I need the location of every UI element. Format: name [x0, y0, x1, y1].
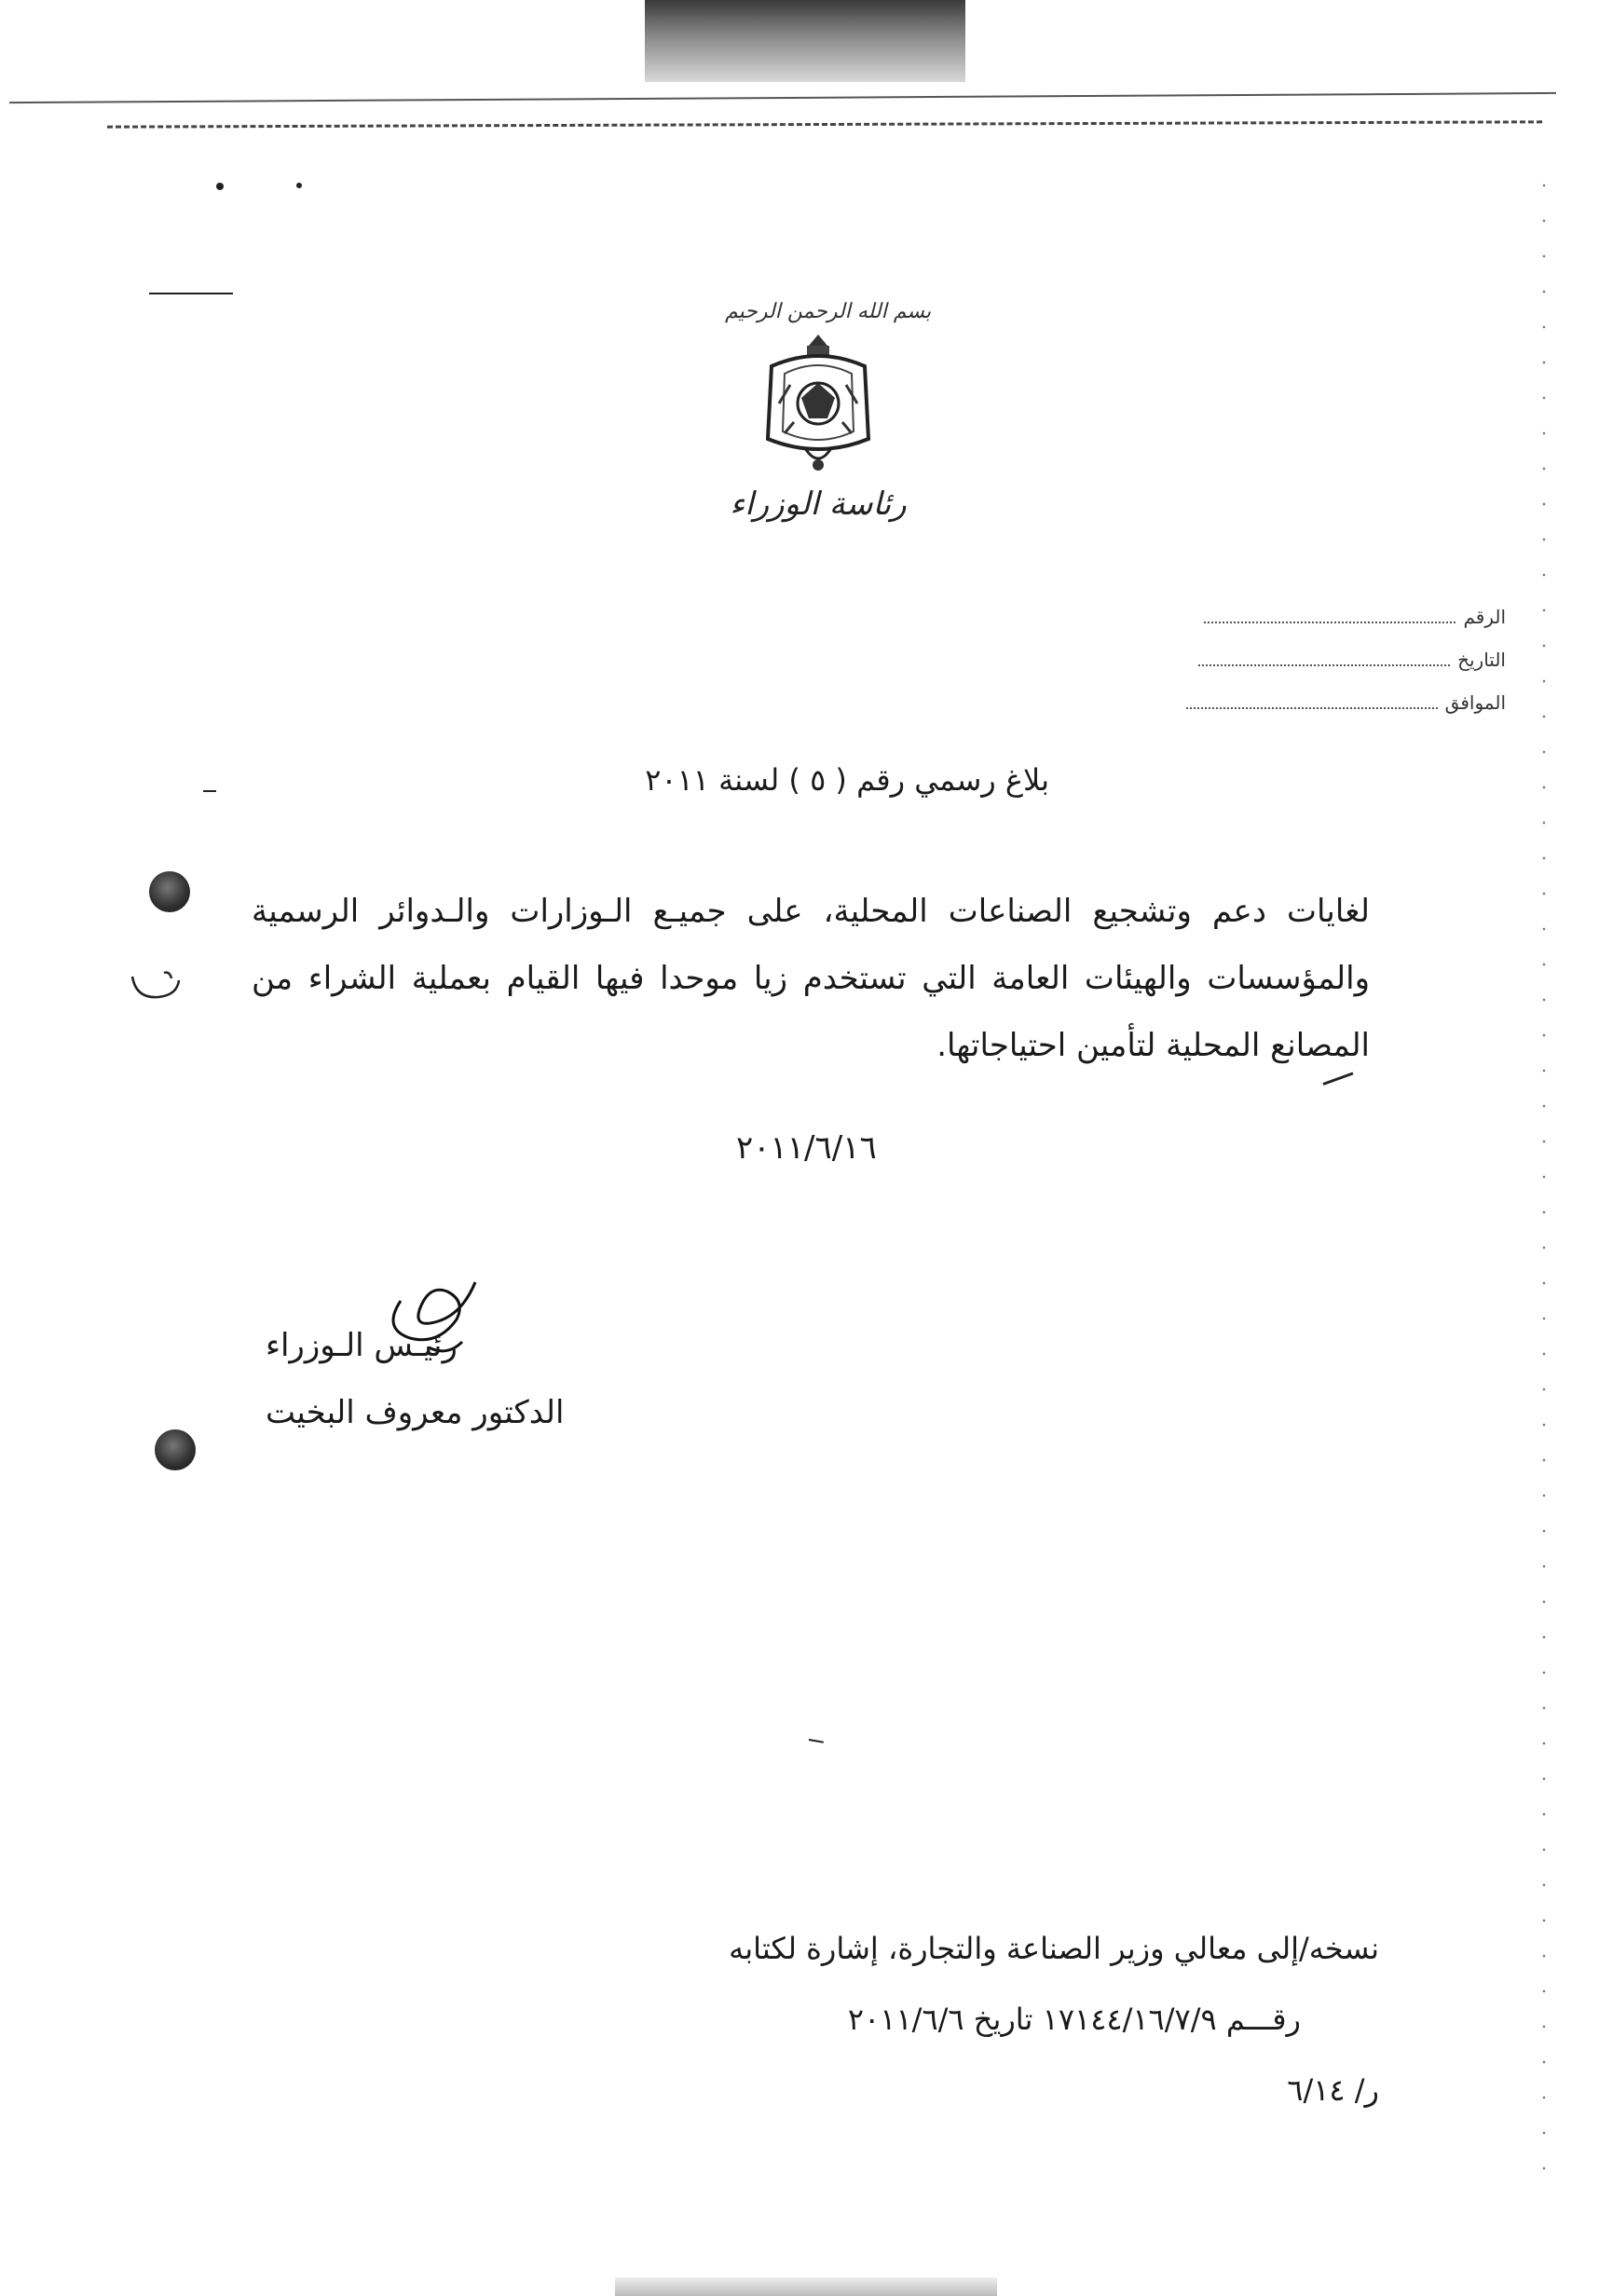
- letterhead: [725, 300, 932, 561]
- document-body: لغايات دعم وتشجيع الصناعات المحلية، على جميـع الـوزارات والـدوائر الرسمية والمؤسسات والهيئات العامة التي تستخدم زيا موحدا فيها القيام بعملية الشراء من المصانع المحلية لتأمين احتياجاتها.: [252, 893, 1370, 1064]
- document-title: بلاغ رسمي رقم ( ٥ ) لسنة ٢٠١١: [645, 762, 1049, 798]
- copy-note-reference: رقـــم ١٧١٤٤/١٦/٧/٩ تاريخ ٢٠١١/٦/٦: [847, 2002, 1301, 2037]
- signatory-name: الدكتور معروف البخيت: [266, 1394, 565, 1431]
- scanner-bottom-edge: [615, 2277, 997, 2296]
- basmala-text: بسم الله الرحمن الرحيم: [725, 300, 932, 323]
- scan-speck: [216, 183, 224, 190]
- ref-date-dots: [1198, 664, 1450, 666]
- scanner-edge-shadow: [645, 0, 965, 82]
- ref-number-dots: [1204, 622, 1456, 623]
- scan-stroke: [203, 790, 216, 792]
- margin-dot-artifacts: [1542, 168, 1546, 2171]
- ref-date-label: التاريخ: [1457, 649, 1506, 671]
- document-date: ٢٠١١/٦/١٦: [736, 1129, 877, 1167]
- punch-hole-bottom: [155, 1429, 196, 1470]
- ref-number-field: [1204, 606, 1506, 628]
- office-name: رئاسة الوزراء: [730, 485, 907, 523]
- scan-stroke: [149, 293, 233, 294]
- page-edge-line: [9, 92, 1556, 103]
- ref-corresponding-dots: [1186, 707, 1438, 709]
- ref-number-label: الرقم: [1463, 606, 1506, 628]
- signatory-title: رئيـس الـوزراء: [266, 1327, 458, 1364]
- ref-corresponding-field: [1186, 691, 1506, 714]
- header-dashed-rule: [107, 120, 1542, 128]
- coat-of-arms-icon: [753, 329, 883, 478]
- punch-hole-top: [149, 871, 190, 912]
- ref-corresponding-label: الموافق: [1444, 691, 1506, 714]
- scan-speck: [296, 183, 302, 188]
- copy-note-initials: ر/ ٦/١٤: [1287, 2072, 1379, 2108]
- copy-note-recipient: نسخه/إلى معالي وزير الصناعة والتجارة، إشارة لكتابه: [729, 1931, 1379, 1966]
- scan-stroke: [809, 1739, 824, 1743]
- ref-date-field: [1198, 649, 1506, 671]
- margin-pen-mark: [127, 965, 194, 1006]
